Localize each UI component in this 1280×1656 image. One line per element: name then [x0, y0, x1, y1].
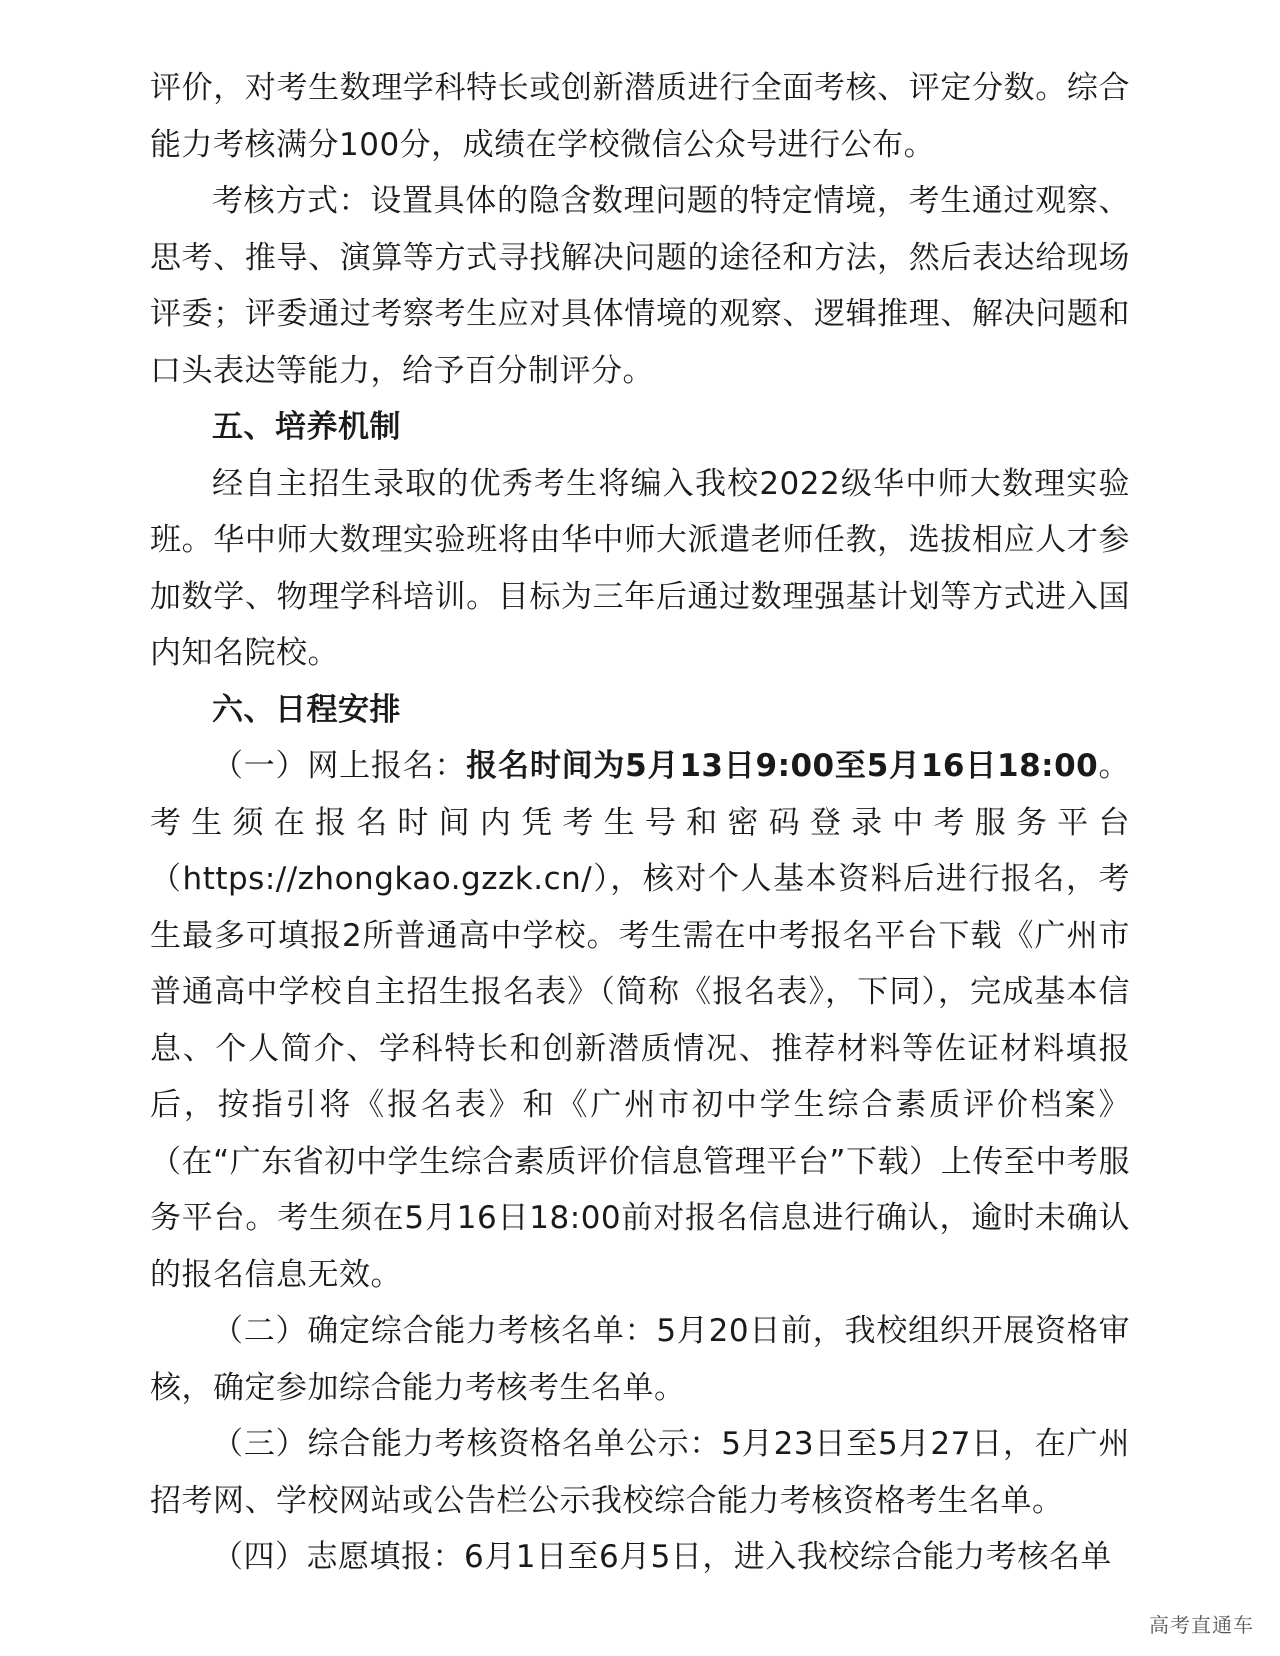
document-body [150, 60, 1130, 1586]
registration-time: 报名时间为5月13日9:00至5月16日18:00 [466, 748, 1099, 784]
paragraph-publicity: （三）综合能力考核资格名单公示：5月23日至5月27日，在广州招考网、学校网站或公告栏公示我校综合能力考核资格考生名单。 [150, 1426, 1130, 1519]
paragraph-application: （四）志愿填报：6月1日至6月5日，进入我校综合能力考核名单 [212, 1539, 1112, 1575]
paragraph-confirm-list: （二）确定综合能力考核名单：5月20日前，我校组织开展资格审核，确定参加综合能力考核考生名单。 [150, 1313, 1130, 1406]
paragraph-evaluation: 评价，对考生数理学科特长或创新潜质进行全面考核、评定分数。综合能力考核满分100分，成绩在学校微信公众号进行公布。 [150, 70, 1130, 163]
paragraph-training: 经自主招生录取的优秀考生将编入我校2022级华中师大数理实验班。华中师大数理实验班将由华中师大派遣老师任教，选拔相应人才参加数学、物理学科培训。目标为三年后通过数理强基计划等方式进入国内知名院校。 [150, 465, 1130, 671]
watermark-text: 高考直通车 [1149, 1613, 1254, 1637]
heading-training-mechanism: 五、培养机制 [212, 409, 401, 445]
paragraph-online-registration-cont: （https://zhongkao.gzzk.cn/），核对个人基本资料后进行报名，考生最多可填报2所普通高中学校。考生需在中考报名平台下载《广州市普通高中学校自主招生报名表》（简称《报名表》，下同），完成基本信息、个人简介、学科特长和创新潜质情况、推荐材料等佐证材料填报后，按指引将《报名表》和《广州市初中学生综合素质评价档案》（在“广东省初中学生综合素质评价信息管理平台”下载）上传至中考服务平台。考生须在5月16日18:00前对报名信息进行确认，逾时未确认的报名信息无效。 [150, 861, 1130, 1293]
paragraph-assessment-method: 考核方式：设置具体的隐含数理问题的特定情境，考生通过观察、思考、推导、演算等方式寻找解决问题的途径和方法，然后表达给现场评委；评委通过考察考生应对具体情境的观察、逻辑推理、解决问题和口头表达等能力，给予百分制评分。 [150, 183, 1130, 389]
registration-lead: （一）网上报名： [212, 748, 467, 784]
paragraph-online-registration [150, 738, 1130, 851]
heading-schedule: 六、日程安排 [212, 691, 401, 728]
registration-text-a: 。考生须在报名时间内凭考生号和密码登录中考服务平台 [150, 748, 1131, 841]
